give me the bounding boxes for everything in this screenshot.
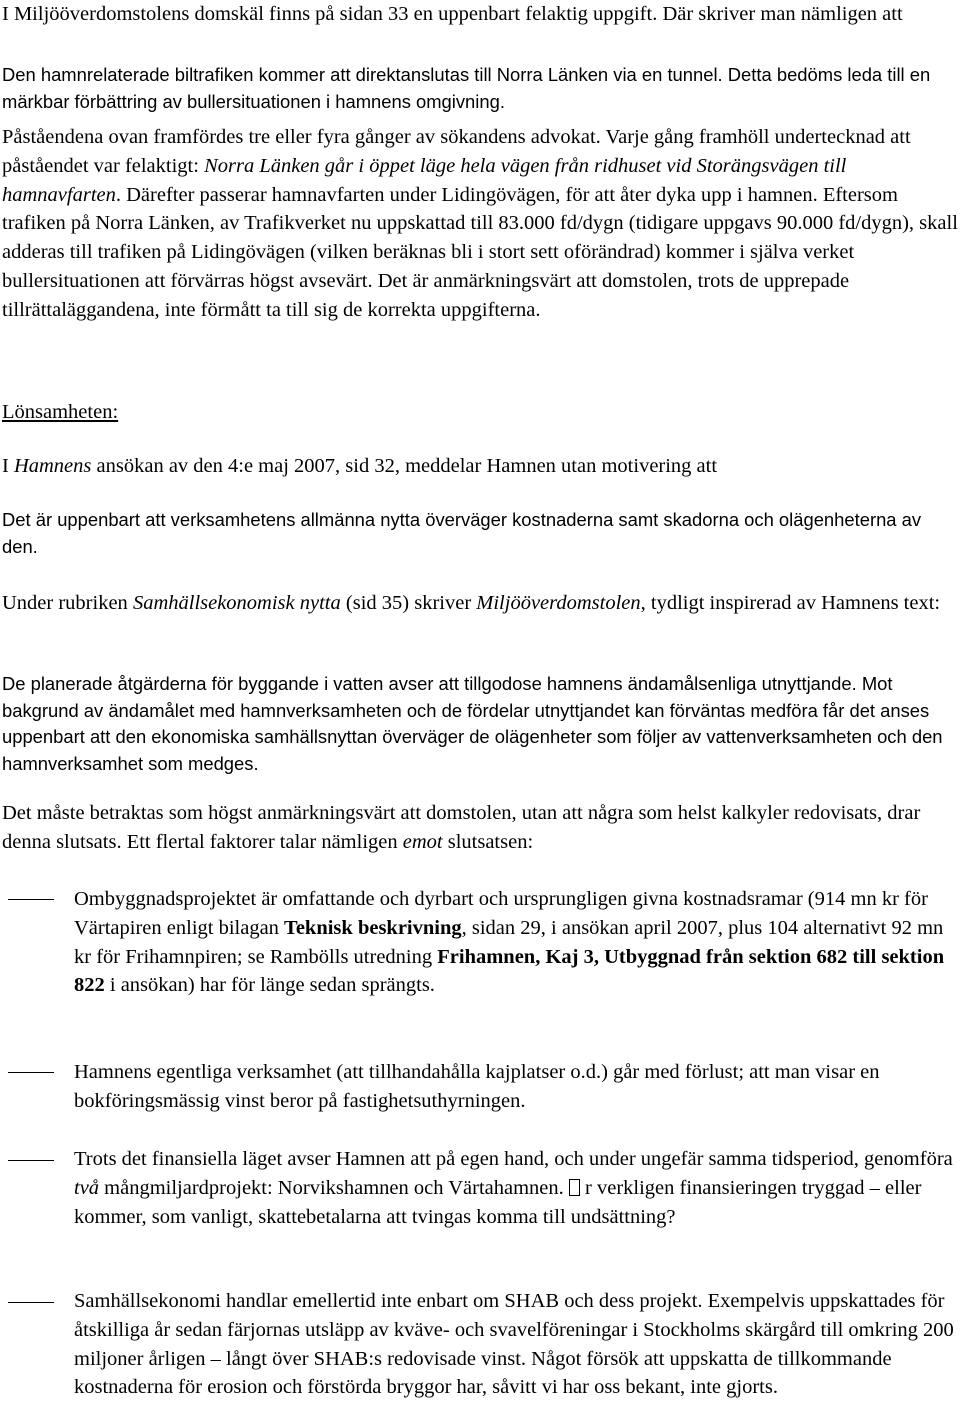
paragraph-conclusion-text-a: Det måste betraktas som högst anmärkningsvärt att domstolen, utan att några som helst kalkyler redovisats, drar denna slutsats. Ett flertal faktorer talar nämligen — [2, 802, 921, 853]
list-item-text — [74, 1287, 956, 1402]
section-heading: Lönsamheten: — [2, 401, 119, 423]
quote-public-benefit — [2, 507, 958, 560]
paragraph-claims-italic: Norra Länken går i öppet läge hela vägen från ridhuset vid Storängsvägen till hamnavfarten — [2, 154, 847, 206]
list-item-1-text-a: Ombyggnadsprojektet är omfattande och dyrbart och ursprungligen givna kostnadsramar (914 mn kr för Värtapiren enligt bilagan — [74, 888, 928, 939]
list-item-3-italic: två — [74, 1176, 100, 1199]
paragraph-application-text-c: ansökan av den 4:e maj 2007, sid 32, meddelar Hamnen utan motivering att — [91, 455, 718, 477]
quote-tunnel-text: Den hamnrelaterade biltrafiken kommer att direktanslutas till Norra Länken via en tunnel. Detta bedöms leda till en märkbar förbättring av bullersituationen i hamnens omgivning. — [2, 64, 931, 112]
paragraph-conclusion — [2, 799, 958, 857]
paragraph-heading-ref-text-a: Under rubriken — [2, 592, 133, 614]
quote-planned-measures-text: De planerade åtgärderna för byggande i vatten avser att tillgodose hamnens ändamålsenliga utnyttjande. Mot bakgrund av ändamålet med hamnverksamheten och de fördelar utnyttjandet kan förväntas medföra får det anses uppenbart att den ekonomiska samhällsnyttan överväger de olägenheter som följer av vattenverksamheten och den hamnverksamhet som medges. — [2, 673, 943, 774]
list-item-text — [74, 1145, 956, 1231]
dash-bullet-icon — [8, 1302, 54, 1303]
list-item-1-bold-d: Frihamnen, Kaj 3, Utbyggnad från sektion 682 till sektion 822 — [74, 945, 945, 997]
list-item-3-text-a: Trots det finansiella läget avser Hamnen att på egen hand, och under ungefär samma tidsperiod, genomföra — [74, 1148, 953, 1170]
paragraph-claims-text-a: Påståendena ovan framfördes tre eller fyra gånger av sökandens advokat. Varje gång framhöll undertecknad att påståendet var felaktigt: — [2, 126, 911, 177]
list-item-1-bold-b: Teknisk beskrivning — [284, 916, 462, 939]
quote-planned-measures — [2, 671, 958, 777]
paragraph-heading-ref-italic-b: Samhällsekonomisk nytta — [132, 592, 341, 614]
intro-text: I Miljööverdomstolens domskäl finns på sidan 33 en uppenbart felaktig uppgift. Där skriver man nämligen att — [2, 3, 903, 25]
missing-glyph-icon — [569, 1179, 580, 1196]
paragraph-conclusion-text-c: slutsatsen: — [442, 830, 534, 853]
dash-bullet-icon — [8, 1072, 54, 1073]
paragraph-claims — [2, 123, 958, 325]
paragraph-heading-ref-text-e: , tydligt inspirerad av Hamnens text: — [640, 592, 941, 614]
quote-tunnel — [2, 62, 958, 115]
paragraph-claims-text-c: . Därefter passerar hamnavfarten under Lidingövägen, för att åter dyka upp i hamnen. Eftersom trafiken på Norra Länken, av Trafikverket nu uppskattad till 83.000 fd/dygn (tidigare uppgavs 90.000 fd/dygn), skall adderas till trafiken på Lidingövägen (vilken beräknas bli i stort sett oförändrad) kommer i själva verket bullersituationen att förvärras högst avsevärt. Det är anmärkningsvärt att domstolen, trots de upprepade tillrättaläggandena, inte förmått ta till sig de korrekta uppgifterna. — [2, 183, 958, 321]
paragraph-heading-ref-italic-d: Miljööverdomstolen — [476, 592, 641, 614]
list-item-text — [74, 885, 956, 1000]
paragraph-application-text-a: I — [2, 455, 14, 477]
intro-paragraph — [2, 0, 958, 29]
dash-bullet-icon — [8, 1160, 54, 1161]
list-item-2-text: Hamnens egentliga verksamhet (att tillhandahålla kajplatser o.d.) går med förlust; att man visar en bokföringsmässig vinst beror på fastighetsuthyrningen. — [74, 1061, 880, 1112]
quote-public-benefit-text: Det är uppenbart att verksamhetens allmänna nytta överväger kostnaderna samt skadorna och olägenheterna av den. — [2, 509, 922, 557]
dash-bullet-icon — [8, 899, 54, 900]
paragraph-heading-ref — [2, 589, 958, 618]
paragraph-application — [2, 452, 958, 481]
list-item-1-text-c: , sidan 29, i ansökan april 2007, plus 104 alternativt 92 mn kr för Frihamnpiren; se Rambölls utredning — [74, 916, 944, 968]
paragraph-heading-ref-text-c: (sid 35) skriver — [340, 592, 477, 614]
list-item-4-text: Samhällsekonomi handlar emellertid inte enbart om SHAB och dess projekt. Exempelvis uppskattades för åtskilliga år sedan färjornas utsläpp av kväve- och svavelföreningar i Stockholms skärgård till omkring 200 miljoner årligen – långt över SHAB:s redovisade vinst. Något försök att uppskatta de tillkommande kostnaderna för erosion och förstörda bryggor har, såvitt vi har oss bekant, inte gjorts. — [74, 1290, 954, 1399]
paragraph-conclusion-italic: emot — [402, 830, 443, 853]
list-item-3-text-c: mångmiljardprojekt: Norvikshamnen och Värtahamnen. — [99, 1176, 569, 1199]
paragraph-application-italic: Hamnens — [13, 455, 92, 477]
list-item-1-text-e: i ansökan) har för länge sedan sprängts. — [104, 974, 435, 997]
list-item-3-text-d: r verkligen finansieringen tryggad – eller kommer, som vanligt, skattebetalarna att tvingas komma till undsättning? — [74, 1176, 922, 1228]
list-item-text — [74, 1058, 956, 1116]
